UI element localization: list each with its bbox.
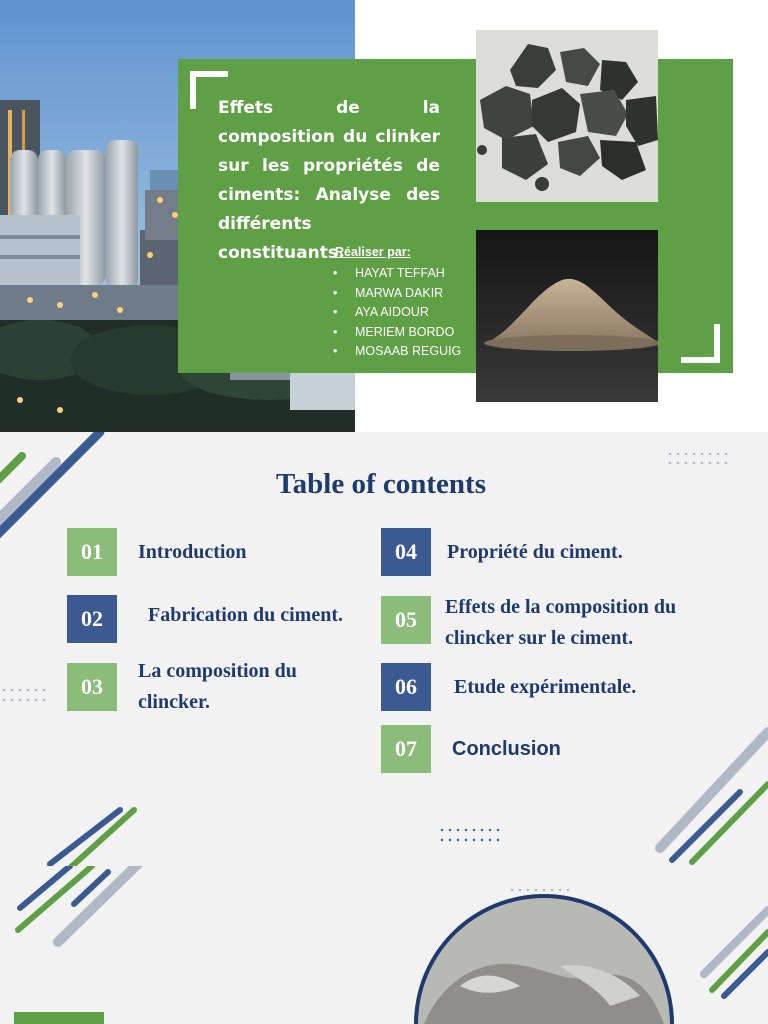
next-slide-preview: [0, 866, 768, 1024]
toc-item-etude: Etude expérimentale.: [454, 676, 637, 698]
authors-heading: Réaliser par:: [335, 245, 411, 259]
toc-number-02: 02: [67, 595, 117, 643]
author-item: • MERIEM BORDO: [333, 323, 485, 343]
toc-item-effets: Effets de la composition du clincker sur le ciment.: [445, 596, 677, 649]
toc-number-05: 05: [381, 596, 431, 644]
toc-number-04: 04: [381, 528, 431, 576]
author-item: • AYA AIDOUR: [333, 303, 485, 323]
toc-item-propriete: Propriété du ciment.: [447, 541, 623, 563]
corner-bracket-icon: [678, 321, 720, 363]
toc-number-01: 01: [67, 528, 117, 576]
clinker-photo: [476, 30, 658, 202]
author-item: • MARWA DAKIR: [333, 284, 485, 304]
cement-powder-photo: [476, 230, 658, 402]
author-item: • MOSAAB REGUIG: [333, 342, 485, 362]
author-item: • HAYAT TEFFAH: [333, 264, 485, 284]
toc-number-03: 03: [67, 663, 117, 711]
decorative-stripes: [0, 866, 768, 1024]
toc-number-06: 06: [381, 663, 431, 711]
toc-item-fabrication: Fabrication du ciment.: [148, 604, 343, 626]
presentation-title: Effets de la composition du clinker sur les propriétés de ciments: Analyse des différents constituants.: [218, 98, 440, 263]
toc-item-conclusion: Conclusion: [452, 738, 561, 760]
toc-title: Table of contents: [276, 468, 486, 500]
authors-list: [335, 264, 485, 362]
authors-block: [335, 245, 485, 362]
title-slide: [0, 0, 768, 432]
toc-item-introduction: Introduction: [138, 541, 247, 563]
table-of-contents-slide: [0, 432, 768, 866]
toc-number-07: 07: [381, 725, 431, 773]
toc-item-composition: La composition du clincker.: [138, 660, 297, 713]
